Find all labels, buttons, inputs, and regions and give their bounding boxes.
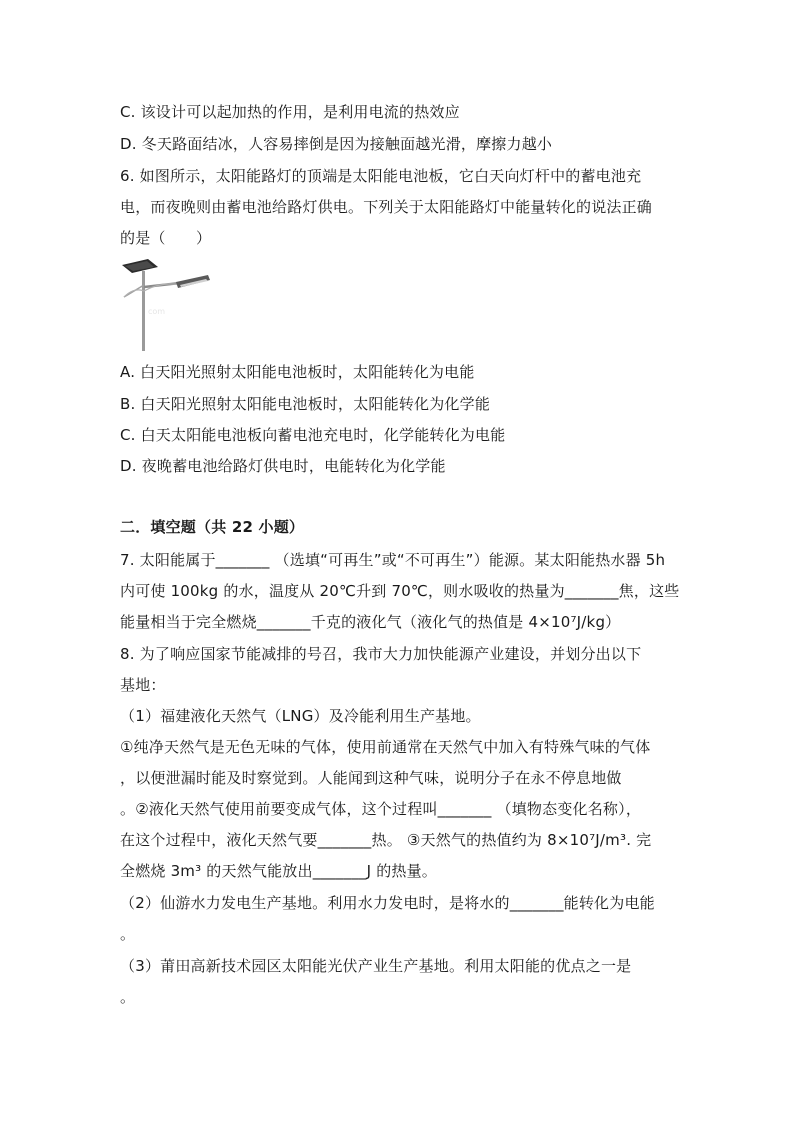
q8-line12: 。	[120, 988, 136, 1006]
lamp-pole	[142, 271, 145, 351]
q8-line9: （2）仙游水力发电生产基地。利用水力发电时，是将水的_______能转化为电能	[120, 894, 655, 912]
q8-line8: 全燃烧 3m³ 的天然气能放出_______J 的热量。	[120, 862, 437, 880]
q6-stem-line1: 6. 如图所示，太阳能路灯的顶端是太阳能电池板，它白天向灯杆中的蓄电池充	[120, 167, 642, 185]
q8-line2: 基地：	[120, 676, 166, 694]
q7-line1: 7. 太阳能属于_______ （选填“可再生”或“不可再生”）能源。某太阳能热水器 5h	[120, 551, 666, 569]
q6-option-a: A. 白天阳光照射太阳能电池板时，太阳能转化为电能	[120, 363, 475, 381]
svg-text:com: com	[148, 307, 166, 316]
q8-line7: 在这个过程中，液化天然气要_______热。 ③天然气的热值约为 8×10⁷J/m³. 完	[120, 831, 652, 849]
q6-stem-line3: 的是（ ）	[120, 229, 212, 247]
q8-line11: （3）莆田高新技术园区太阳能光伏产业生产基地。利用太阳能的优点之一是	[120, 957, 632, 975]
q8-line6: 。②液化天然气使用前要变成气体，这个过程叫_______ （填物态变化名称），	[120, 800, 642, 818]
q8-line5: ，以便泄漏时能及时察觉到。人能闻到这种气味，说明分子在永不停息地做	[120, 769, 622, 787]
q8-line10: 。	[120, 925, 136, 943]
q8-line1: 8. 为了响应国家节能减排的号召，我市大力加快能源产业建设，并划分出以下	[120, 645, 642, 663]
q6-stem-line2: 电，而夜晚则由蓄电池给路灯供电。下列关于太阳能路灯中能量转化的说法正确	[120, 198, 653, 216]
q5-option-d: D. 冬天路面结冰，人容易摔倒是因为接触面越光滑，摩擦力越小	[120, 135, 553, 153]
q7-line3: 能量相当于完全燃烧_______千克的液化气（液化气的热值是 4×10⁷J/kg）	[120, 613, 621, 631]
q8-line4: ①纯净天然气是无色无味的气体，使用前通常在天然气中加入有特殊气味的气体	[120, 738, 651, 756]
q5-option-c: C. 该设计可以起加热的作用，是利用电流的热效应	[120, 103, 460, 121]
q6-option-c: C. 白天太阳能电池板向蓄电池充电时，化学能转化为电能	[120, 426, 506, 444]
q8-line3: （1）福建液化天然气（LNG）及冷能利用生产基地。	[120, 707, 481, 725]
q6-option-d: D. 夜晚蓄电池给路灯供电时，电能转化为化学能	[120, 457, 446, 475]
section-heading-fill-in: 二．填空题（共 22 小题）	[120, 518, 305, 536]
solar-street-lamp-figure	[118, 257, 218, 353]
q6-option-b: B. 白天阳光照射太阳能电池板时，太阳能转化为化学能	[120, 395, 491, 413]
q7-line2: 内可使 100kg 的水，温度从 20℃升到 70℃，则水吸收的热量为_______焦，这些	[120, 582, 680, 600]
